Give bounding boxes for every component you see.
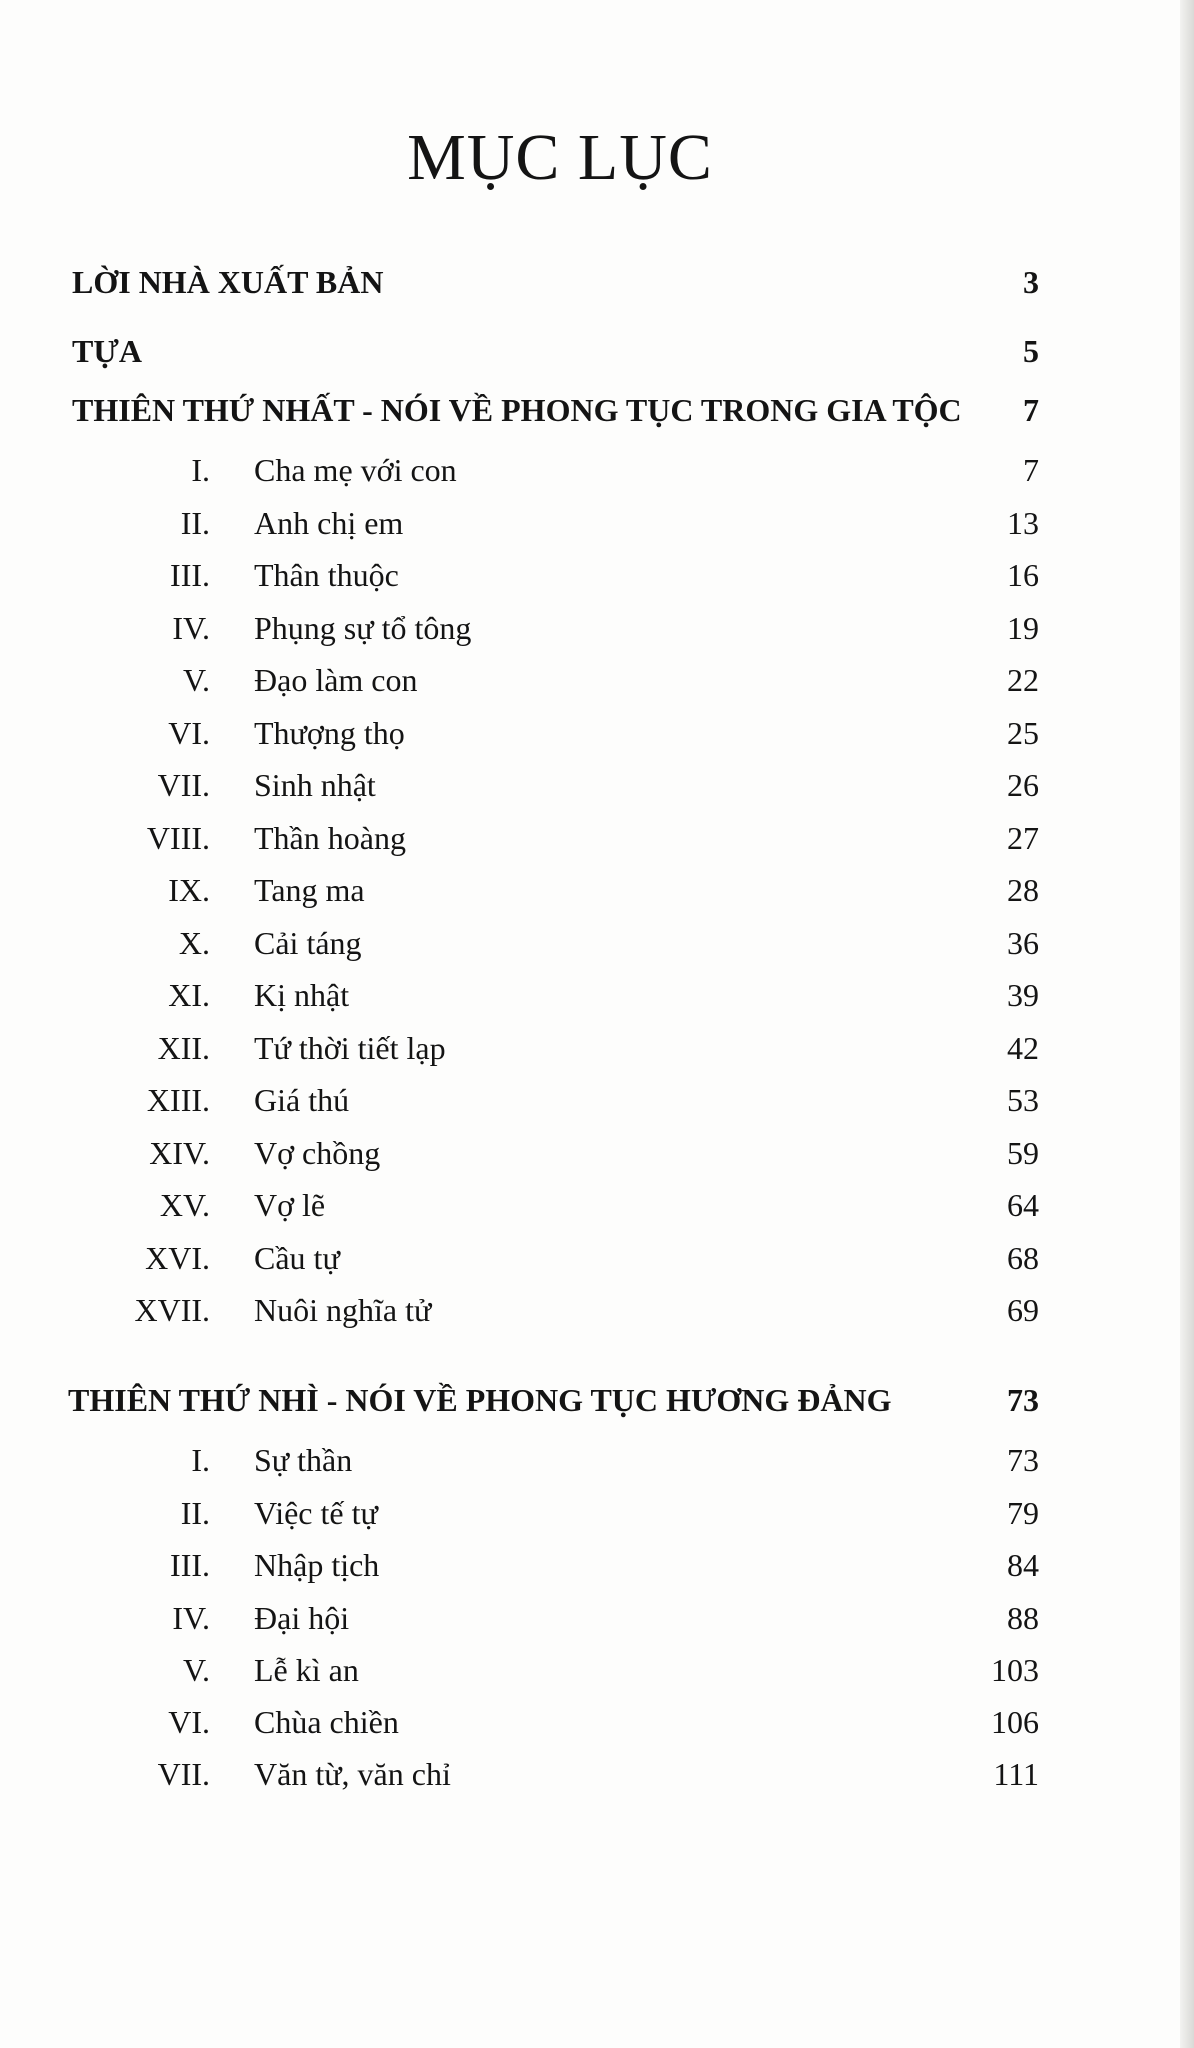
toc-item-label: Cầu tự	[254, 1240, 340, 1276]
toc-item-label: Thượng thọ	[254, 715, 405, 751]
toc-part-2-heading[interactable]	[0, 1375, 1194, 1425]
toc-entry-page: 3	[1023, 264, 1039, 300]
toc-item-label: Văn từ, văn chỉ	[254, 1756, 451, 1792]
toc-item-label: Chùa chiền	[254, 1704, 399, 1740]
toc-item-label: Sự thần	[254, 1442, 353, 1478]
toc-item-number: XIV.	[149, 1135, 210, 1171]
toc-item-number: XVII.	[134, 1292, 210, 1328]
toc-item-label: Vợ chồng	[254, 1135, 381, 1171]
toc-entry-page: 5	[1023, 333, 1039, 369]
toc-item[interactable]	[0, 445, 1194, 495]
toc-item-number: I.	[191, 452, 210, 488]
toc-item-page: 42	[1007, 1030, 1039, 1066]
toc-item-number: I.	[191, 1442, 210, 1478]
toc-part-title: THIÊN THỨ NHÌ - NÓI VỀ PHONG TỤC HƯƠNG ĐẢNG	[68, 1382, 892, 1418]
toc-item-page: 16	[1007, 557, 1039, 593]
toc-item[interactable]	[0, 708, 1194, 758]
toc-item-label: Đại hội	[254, 1600, 350, 1636]
page-title: MỤC LỤC	[407, 121, 713, 194]
toc-item[interactable]	[0, 1285, 1194, 1335]
toc-item-page: 28	[1007, 872, 1039, 908]
toc-entry-publisher-note[interactable]	[0, 257, 1194, 307]
toc-item-page: 22	[1007, 662, 1039, 698]
toc-item-label: Sinh nhật	[254, 767, 376, 803]
toc-item[interactable]	[0, 603, 1194, 653]
toc-item[interactable]	[0, 1075, 1194, 1125]
toc-item[interactable]	[0, 1233, 1194, 1283]
toc-part-1-heading[interactable]	[0, 385, 1194, 435]
toc-item-number: VI.	[168, 715, 210, 751]
toc-item-page: 26	[1007, 767, 1039, 803]
toc-item-page: 68	[1007, 1240, 1039, 1276]
toc-item-label: Giá thú	[254, 1082, 350, 1118]
toc-entry-label: TỰA	[72, 333, 142, 369]
toc-item-label: Cải táng	[254, 925, 362, 961]
toc-item-page: 84	[1007, 1547, 1039, 1583]
toc-item[interactable]	[0, 550, 1194, 600]
toc-item-number: IX.	[168, 872, 210, 908]
toc-item-page: 79	[1007, 1495, 1039, 1531]
toc-item-page: 103	[991, 1652, 1039, 1688]
toc-item[interactable]	[0, 1645, 1194, 1695]
toc-item-page: 73	[1007, 1442, 1039, 1478]
toc-item-number: II.	[180, 1495, 210, 1531]
toc-item-page: 27	[1007, 820, 1039, 856]
toc-item-number: XVI.	[145, 1240, 210, 1276]
toc-item-number: V.	[183, 662, 210, 698]
toc-item-label: Kị nhật	[254, 977, 350, 1013]
toc-item-page: 88	[1007, 1600, 1039, 1636]
toc-item[interactable]	[0, 1593, 1194, 1643]
toc-item[interactable]	[0, 1023, 1194, 1073]
toc-item-label: Thần hoàng	[254, 820, 406, 856]
toc-entry-label: LỜI NHÀ XUẤT BẢN	[72, 264, 384, 300]
toc-item-label: Phụng sự tổ tông	[254, 610, 472, 646]
toc-item-number: X.	[178, 925, 210, 961]
toc-item-page: 64	[1007, 1187, 1039, 1223]
toc-part-page: 73	[1007, 1382, 1039, 1418]
toc-item-number: II.	[180, 505, 210, 541]
toc-item-number: III.	[170, 1547, 210, 1583]
toc-item-page: 7	[1023, 452, 1039, 488]
toc-item[interactable]	[0, 1697, 1194, 1747]
toc-item-number: VII.	[157, 1756, 210, 1792]
toc-entry-preface[interactable]	[0, 326, 1194, 376]
toc-item-label: Vợ lẽ	[254, 1187, 326, 1223]
toc-item[interactable]	[0, 1128, 1194, 1178]
toc-item-number: III.	[170, 557, 210, 593]
toc-item-number: IV.	[172, 1600, 210, 1636]
toc-item-number: VI.	[168, 1704, 210, 1740]
toc-item-page: 106	[991, 1704, 1039, 1740]
toc-item[interactable]	[0, 760, 1194, 810]
toc-item-page: 13	[1007, 505, 1039, 541]
toc-item[interactable]	[0, 1180, 1194, 1230]
toc-item[interactable]	[0, 655, 1194, 705]
toc-item-label: Đạo làm con	[254, 662, 418, 698]
toc-part-title: THIÊN THỨ NHẤT - NÓI VỀ PHONG TỤC TRONG GIA TỘC	[72, 392, 962, 428]
toc-item-label: Nuôi nghĩa tử	[254, 1292, 432, 1328]
toc-item[interactable]	[0, 1488, 1194, 1538]
toc-item[interactable]	[0, 1435, 1194, 1485]
toc-item-number: XIII.	[146, 1082, 210, 1118]
toc-item-label: Tứ thời tiết lạp	[254, 1030, 446, 1066]
toc-item-label: Thân thuộc	[254, 557, 399, 593]
toc-item-page: 19	[1007, 610, 1039, 646]
toc-item-number: IV.	[172, 610, 210, 646]
toc-item-number: VIII.	[146, 820, 210, 856]
toc-item-page: 53	[1007, 1082, 1039, 1118]
toc-item[interactable]	[0, 918, 1194, 968]
toc-item-page: 59	[1007, 1135, 1039, 1171]
toc-item[interactable]	[0, 498, 1194, 548]
toc-item-label: Tang ma	[254, 872, 365, 908]
toc-item[interactable]	[0, 1749, 1194, 1799]
toc-item-number: XV.	[159, 1187, 210, 1223]
toc-item-page: 69	[1007, 1292, 1039, 1328]
toc-item-page: 36	[1007, 925, 1039, 961]
toc-item[interactable]	[0, 813, 1194, 863]
toc-item-label: Nhập tịch	[254, 1547, 380, 1583]
toc-item-label: Việc tế tự	[254, 1495, 378, 1531]
toc-item-number: VII.	[157, 767, 210, 803]
toc-item[interactable]	[0, 865, 1194, 915]
toc-item-page: 111	[993, 1756, 1039, 1792]
toc-part-page: 7	[1023, 392, 1039, 428]
toc-item-label: Anh chị em	[254, 505, 404, 541]
toc-item-page: 25	[1007, 715, 1039, 751]
toc-item-number: V.	[183, 1652, 210, 1688]
toc-item[interactable]	[0, 970, 1194, 1020]
toc-item-page: 39	[1007, 977, 1039, 1013]
toc-item-label: Lễ kì an	[254, 1652, 359, 1688]
toc-item-number: XII.	[157, 1030, 210, 1066]
toc-item[interactable]	[0, 1540, 1194, 1590]
toc-item-label: Cha mẹ với con	[254, 452, 457, 488]
toc-item-number: XI.	[168, 977, 210, 1013]
